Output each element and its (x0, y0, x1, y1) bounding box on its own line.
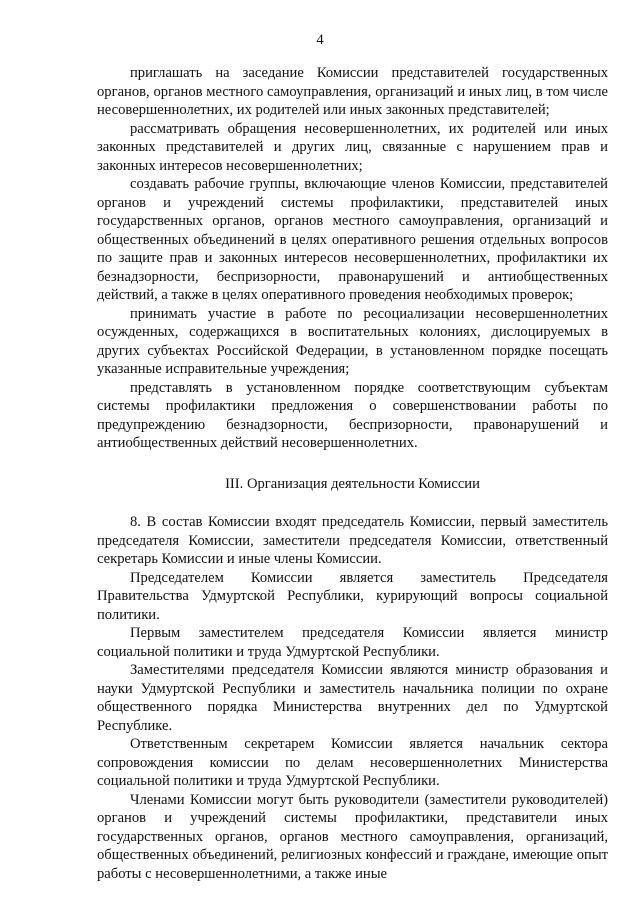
paragraph-proposals: представлять в установленном порядке соответствующим субъектам системы профилактики предложения о совершенствовании работы по предупреждению безнадзорности, беспризорности, правонарушений и антиобщественных действий несовершеннолетних. (97, 379, 608, 451)
section-heading: III. Организация деятельности Комиссии (225, 475, 480, 492)
paragraph-invite: приглашать на заседание Комиссии представителей государственных органов, органов местного самоуправления, организаций и иных лиц, в том числе несовершеннолетних, их родителей или иных законных представителей; (97, 65, 608, 118)
page-number: 4 (316, 32, 324, 48)
paragraph-deputies: Заместителями председателя Комиссии являются министр образования и науки Удмуртской Республики и заместитель начальника полиции по охране общественного порядка Министерства внутренних дел по Удмуртской Республике. (97, 662, 608, 734)
paragraph-composition: 8. В состав Комиссии входят председатель Комиссии, первый заместитель председателя Комиссии, заместители председателя Комиссии, ответственный секретарь Комиссии и иные члены Комиссии. (97, 514, 608, 567)
paragraph-chairman: Председателем Комиссии является заместитель Председателя Правительства Удмуртской Республики, курирующий вопросы социальной политики. (97, 569, 608, 623)
paragraph-appeals: рассматривать обращения несовершеннолетних, их родителей или иных законных представителей и других лиц, связанные с нарушением прав и законных интересов несовершеннолетних; (97, 120, 608, 174)
paragraph-secretary: Ответственным секретарем Комиссии является начальник сектора сопровождения комиссии по делам несовершеннолетних Министерства социальной политики и труда Удмуртской Республики. (97, 736, 608, 789)
paragraph-resocialization: принимать участие в работе по ресоциализации несовершеннолетних осужденных, содержащихся в воспитательных колониях, дислоцируемых в других субъектах Российской Федерации, в установленном порядке посещать указанные исправительные учреждения; (97, 305, 608, 377)
paragraph-first-deputy: Первым заместителем председателя Комиссии является министр социальной политики и труда Удмуртской Республики. (97, 625, 608, 660)
paragraph-working-groups: создавать рабочие группы, включающие членов Комиссии, представителей органов и учреждений системы профилактики, представителей иных государственных органов, органов местного самоуправления, организаций и общественных объединений в целях оперативного решения отдельных вопросов по защите прав и законных интересов несовершеннолетних, профилактики их безнадзорности, беспризорности, правонарушений и антиобщественных действий, а также в целях оперативного проведения необходимых проверок; (97, 176, 608, 303)
paragraph-members: Членами Комиссии могут быть руководители (заместители руководителей) органов и учреждений системы профилактики, представители иных государственных органов, органов местного самоуправления, организаций, общественных объединений, религиозных конфессий и граждане, имеющие опыт работы с несовершеннолетними, а также иные (97, 791, 608, 882)
document-body (97, 64, 608, 883)
